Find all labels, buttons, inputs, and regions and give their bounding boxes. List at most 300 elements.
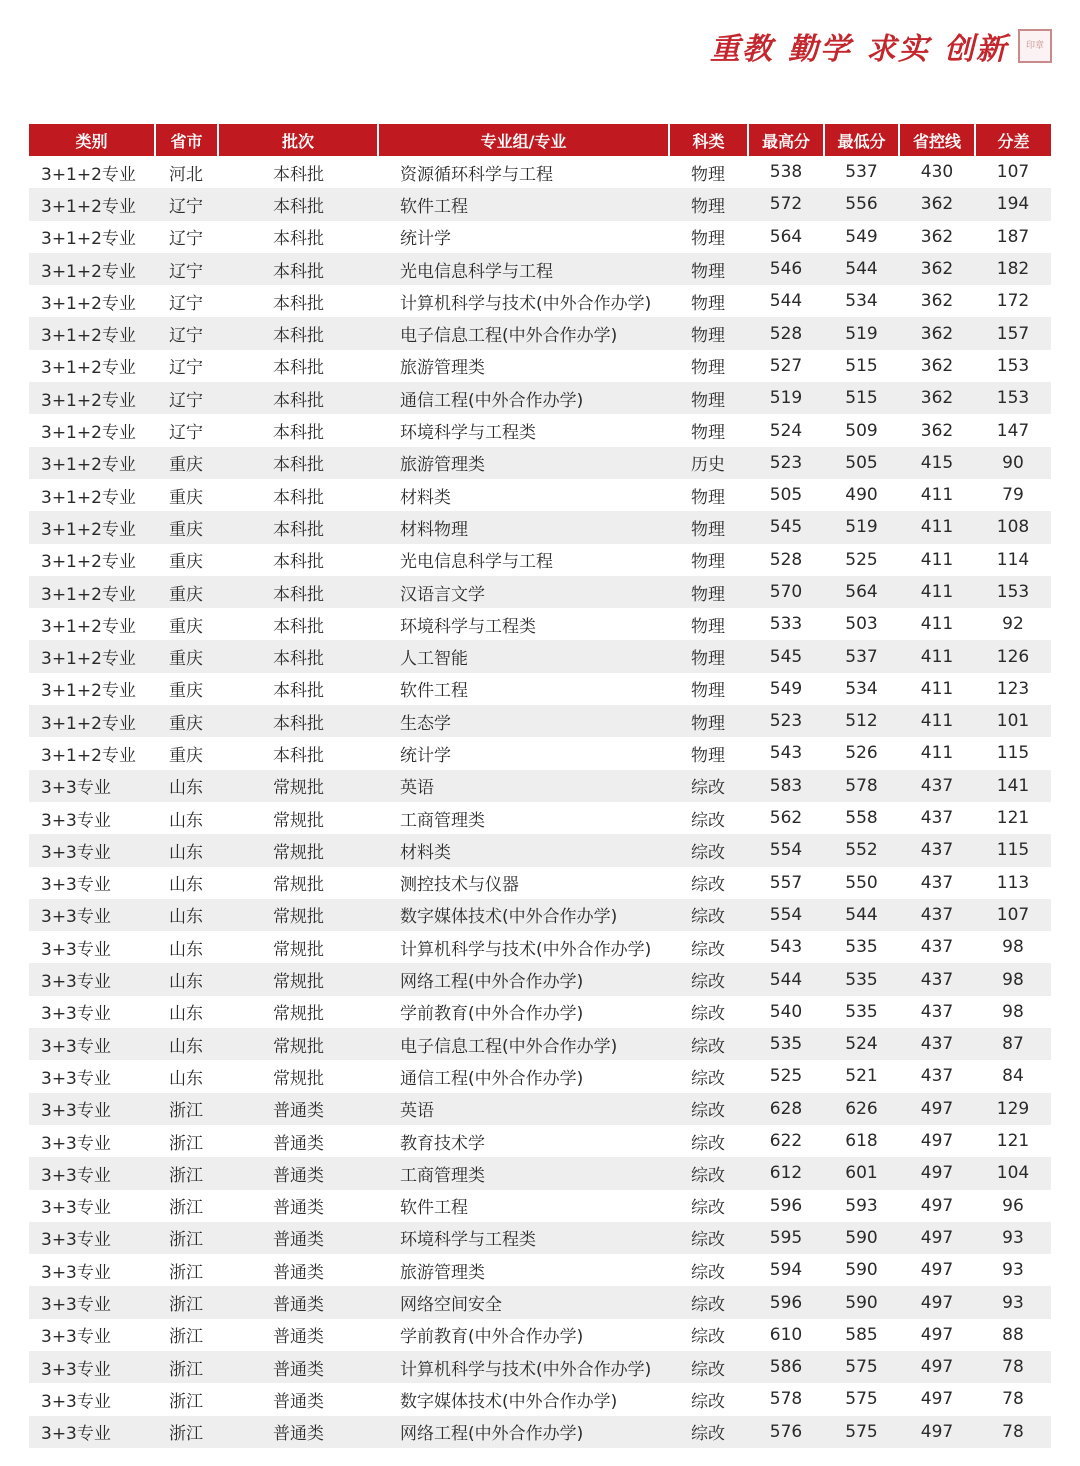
cell-province: 辽宁: [155, 382, 218, 414]
cell-batch: 本科批: [218, 382, 378, 414]
cell-min-score: 526: [824, 737, 899, 769]
admission-scores-table: [29, 124, 1051, 1448]
cell-max-score: 594: [748, 1254, 824, 1286]
cell-control-line: 362: [899, 414, 975, 446]
cell-major: 网络工程(中外合作办学): [378, 1416, 669, 1448]
cell-batch: 本科批: [218, 737, 378, 769]
cell-subject: 物理: [669, 511, 748, 543]
cell-control-line: 411: [899, 737, 975, 769]
cell-control-line: 497: [899, 1093, 975, 1125]
cell-control-line: 497: [899, 1351, 975, 1383]
cell-category: 3+3专业: [29, 802, 155, 834]
cell-score-diff: 121: [975, 1125, 1051, 1157]
cell-score-diff: 153: [975, 382, 1051, 414]
cell-score-diff: 90: [975, 447, 1051, 479]
cell-province: 浙江: [155, 1157, 218, 1189]
cell-score-diff: 104: [975, 1157, 1051, 1189]
cell-control-line: 497: [899, 1286, 975, 1318]
cell-max-score: 527: [748, 350, 824, 382]
cell-batch: 常规批: [218, 834, 378, 866]
cell-control-line: 411: [899, 511, 975, 543]
cell-category: 3+3专业: [29, 963, 155, 995]
motto-text: [710, 24, 1008, 68]
cell-province: 山东: [155, 1060, 218, 1092]
col-header-major: 专业组/专业: [378, 124, 669, 156]
cell-category: 3+1+2专业: [29, 285, 155, 317]
cell-score-diff: 98: [975, 996, 1051, 1028]
cell-subject: 综改: [669, 770, 748, 802]
cell-control-line: 437: [899, 931, 975, 963]
cell-category: 3+3专业: [29, 834, 155, 866]
cell-score-diff: 129: [975, 1093, 1051, 1125]
cell-category: 3+3专业: [29, 1028, 155, 1060]
cell-category: 3+3专业: [29, 770, 155, 802]
col-header-score-diff: 分差: [975, 124, 1051, 156]
cell-subject: 物理: [669, 737, 748, 769]
cell-category: 3+3专业: [29, 1060, 155, 1092]
cell-category: 3+1+2专业: [29, 705, 155, 737]
table-row: [29, 1028, 1051, 1060]
cell-province: 山东: [155, 931, 218, 963]
cell-category: 3+3专业: [29, 1190, 155, 1222]
cell-max-score: 538: [748, 156, 824, 188]
cell-category: 3+3专业: [29, 1286, 155, 1318]
cell-province: 山东: [155, 802, 218, 834]
cell-subject: 物理: [669, 414, 748, 446]
cell-subject: 综改: [669, 1254, 748, 1286]
col-header-control-line: 省控线: [899, 124, 975, 156]
cell-min-score: 618: [824, 1125, 899, 1157]
cell-max-score: 535: [748, 1028, 824, 1060]
cell-max-score: 545: [748, 640, 824, 672]
cell-province: 重庆: [155, 673, 218, 705]
table-row: [29, 1286, 1051, 1318]
cell-category: 3+1+2专业: [29, 479, 155, 511]
cell-batch: 普通类: [218, 1319, 378, 1351]
cell-score-diff: 87: [975, 1028, 1051, 1060]
cell-min-score: 521: [824, 1060, 899, 1092]
seal-stamp-icon: 印章: [1018, 29, 1052, 63]
cell-score-diff: 78: [975, 1383, 1051, 1415]
cell-max-score: 586: [748, 1351, 824, 1383]
cell-min-score: 590: [824, 1222, 899, 1254]
cell-score-diff: 107: [975, 899, 1051, 931]
cell-control-line: 411: [899, 640, 975, 672]
cell-province: 山东: [155, 996, 218, 1028]
cell-province: 浙江: [155, 1254, 218, 1286]
table-row: [29, 479, 1051, 511]
cell-subject: 综改: [669, 963, 748, 995]
table-header: [29, 124, 1051, 156]
cell-batch: 常规批: [218, 867, 378, 899]
cell-subject: 物理: [669, 576, 748, 608]
cell-max-score: 554: [748, 834, 824, 866]
cell-subject: 综改: [669, 1222, 748, 1254]
cell-control-line: 497: [899, 1254, 975, 1286]
cell-major: 材料物理: [378, 511, 669, 543]
cell-category: 3+1+2专业: [29, 640, 155, 672]
cell-max-score: 544: [748, 285, 824, 317]
cell-major: 环境科学与工程类: [378, 608, 669, 640]
table-row: [29, 1222, 1051, 1254]
cell-category: 3+1+2专业: [29, 382, 155, 414]
cell-category: 3+1+2专业: [29, 576, 155, 608]
cell-major: 材料类: [378, 479, 669, 511]
table-row: [29, 899, 1051, 931]
cell-province: 浙江: [155, 1286, 218, 1318]
table-row: [29, 382, 1051, 414]
cell-control-line: 497: [899, 1319, 975, 1351]
cell-province: 重庆: [155, 737, 218, 769]
cell-batch: 常规批: [218, 931, 378, 963]
cell-major: 统计学: [378, 737, 669, 769]
cell-min-score: 537: [824, 640, 899, 672]
cell-score-diff: 78: [975, 1416, 1051, 1448]
cell-subject: 综改: [669, 802, 748, 834]
cell-min-score: 590: [824, 1254, 899, 1286]
cell-batch: 本科批: [218, 414, 378, 446]
cell-major: 汉语言文学: [378, 576, 669, 608]
cell-subject: 物理: [669, 317, 748, 349]
cell-province: 浙江: [155, 1319, 218, 1351]
cell-score-diff: 98: [975, 963, 1051, 995]
cell-min-score: 558: [824, 802, 899, 834]
cell-subject: 物理: [669, 705, 748, 737]
cell-max-score: 519: [748, 382, 824, 414]
cell-max-score: 554: [748, 899, 824, 931]
cell-province: 河北: [155, 156, 218, 188]
cell-control-line: 411: [899, 608, 975, 640]
cell-batch: 普通类: [218, 1222, 378, 1254]
cell-major: 计算机科学与技术(中外合作办学): [378, 931, 669, 963]
motto-word: 求实: [866, 32, 930, 67]
table-row: [29, 1060, 1051, 1092]
table-row: [29, 1190, 1051, 1222]
table-row: [29, 447, 1051, 479]
cell-major: 教育技术学: [378, 1125, 669, 1157]
cell-batch: 本科批: [218, 640, 378, 672]
cell-major: 电子信息工程(中外合作办学): [378, 1028, 669, 1060]
table-row: [29, 1157, 1051, 1189]
cell-score-diff: 93: [975, 1286, 1051, 1318]
cell-major: 通信工程(中外合作办学): [378, 1060, 669, 1092]
cell-score-diff: 194: [975, 188, 1051, 220]
cell-batch: 普通类: [218, 1383, 378, 1415]
table-row: [29, 1319, 1051, 1351]
cell-score-diff: 115: [975, 737, 1051, 769]
cell-score-diff: 157: [975, 317, 1051, 349]
cell-max-score: 528: [748, 317, 824, 349]
cell-control-line: 437: [899, 1060, 975, 1092]
cell-province: 辽宁: [155, 253, 218, 285]
cell-batch: 常规批: [218, 1060, 378, 1092]
cell-category: 3+1+2专业: [29, 317, 155, 349]
cell-min-score: 534: [824, 285, 899, 317]
cell-batch: 常规批: [218, 770, 378, 802]
cell-control-line: 497: [899, 1222, 975, 1254]
cell-subject: 综改: [669, 1383, 748, 1415]
cell-min-score: 578: [824, 770, 899, 802]
col-header-batch: 批次: [218, 124, 378, 156]
cell-major: 人工智能: [378, 640, 669, 672]
cell-batch: 常规批: [218, 1028, 378, 1060]
cell-score-diff: 92: [975, 608, 1051, 640]
cell-province: 辽宁: [155, 317, 218, 349]
motto-banner: [710, 24, 1052, 68]
cell-batch: 本科批: [218, 479, 378, 511]
cell-category: 3+3专业: [29, 1157, 155, 1189]
cell-min-score: 575: [824, 1416, 899, 1448]
cell-province: 浙江: [155, 1351, 218, 1383]
cell-subject: 物理: [669, 156, 748, 188]
cell-score-diff: 121: [975, 802, 1051, 834]
cell-score-diff: 98: [975, 931, 1051, 963]
cell-province: 重庆: [155, 576, 218, 608]
cell-category: 3+1+2专业: [29, 414, 155, 446]
cell-category: 3+1+2专业: [29, 350, 155, 382]
cell-batch: 本科批: [218, 156, 378, 188]
cell-major: 光电信息科学与工程: [378, 544, 669, 576]
cell-batch: 本科批: [218, 188, 378, 220]
cell-control-line: 497: [899, 1157, 975, 1189]
header-row: [29, 124, 1051, 156]
cell-min-score: 509: [824, 414, 899, 446]
cell-max-score: 557: [748, 867, 824, 899]
cell-min-score: 534: [824, 673, 899, 705]
cell-batch: 普通类: [218, 1157, 378, 1189]
table-row: [29, 963, 1051, 995]
cell-subject: 综改: [669, 1319, 748, 1351]
cell-major: 数字媒体技术(中外合作办学): [378, 899, 669, 931]
cell-control-line: 437: [899, 770, 975, 802]
cell-batch: 普通类: [218, 1416, 378, 1448]
cell-min-score: 535: [824, 996, 899, 1028]
cell-score-diff: 141: [975, 770, 1051, 802]
table-row: [29, 673, 1051, 705]
cell-min-score: 626: [824, 1093, 899, 1125]
cell-subject: 物理: [669, 253, 748, 285]
cell-category: 3+1+2专业: [29, 608, 155, 640]
cell-max-score: 572: [748, 188, 824, 220]
cell-batch: 本科批: [218, 285, 378, 317]
table-row: [29, 414, 1051, 446]
cell-control-line: 362: [899, 317, 975, 349]
table-row: [29, 996, 1051, 1028]
cell-category: 3+1+2专业: [29, 447, 155, 479]
col-header-max-score: 最高分: [748, 124, 824, 156]
cell-province: 山东: [155, 834, 218, 866]
cell-category: 3+1+2专业: [29, 221, 155, 253]
cell-major: 旅游管理类: [378, 1254, 669, 1286]
cell-province: 辽宁: [155, 414, 218, 446]
cell-major: 工商管理类: [378, 1157, 669, 1189]
col-header-category: 类别: [29, 124, 155, 156]
cell-score-diff: 123: [975, 673, 1051, 705]
table-row: [29, 640, 1051, 672]
cell-batch: 本科批: [218, 576, 378, 608]
cell-control-line: 362: [899, 188, 975, 220]
cell-max-score: 528: [748, 544, 824, 576]
cell-max-score: 622: [748, 1125, 824, 1157]
cell-max-score: 610: [748, 1319, 824, 1351]
cell-major: 环境科学与工程类: [378, 414, 669, 446]
cell-batch: 本科批: [218, 544, 378, 576]
cell-min-score: 585: [824, 1319, 899, 1351]
cell-subject: 综改: [669, 1190, 748, 1222]
cell-major: 计算机科学与技术(中外合作办学): [378, 1351, 669, 1383]
cell-major: 光电信息科学与工程: [378, 253, 669, 285]
cell-province: 重庆: [155, 479, 218, 511]
cell-min-score: 535: [824, 931, 899, 963]
cell-control-line: 362: [899, 253, 975, 285]
cell-min-score: 515: [824, 382, 899, 414]
cell-subject: 综改: [669, 899, 748, 931]
cell-max-score: 540: [748, 996, 824, 1028]
cell-batch: 本科批: [218, 253, 378, 285]
cell-batch: 常规批: [218, 899, 378, 931]
cell-max-score: 505: [748, 479, 824, 511]
cell-category: 3+1+2专业: [29, 511, 155, 543]
cell-max-score: 570: [748, 576, 824, 608]
cell-major: 学前教育(中外合作办学): [378, 1319, 669, 1351]
cell-batch: 本科批: [218, 608, 378, 640]
cell-major: 计算机科学与技术(中外合作办学): [378, 285, 669, 317]
cell-subject: 综改: [669, 1416, 748, 1448]
cell-subject: 综改: [669, 834, 748, 866]
cell-score-diff: 153: [975, 576, 1051, 608]
cell-score-diff: 147: [975, 414, 1051, 446]
table-row: [29, 834, 1051, 866]
cell-subject: 综改: [669, 1286, 748, 1318]
cell-major: 资源循环科学与工程: [378, 156, 669, 188]
cell-category: 3+3专业: [29, 996, 155, 1028]
cell-score-diff: 107: [975, 156, 1051, 188]
cell-control-line: 437: [899, 1028, 975, 1060]
cell-control-line: 437: [899, 867, 975, 899]
cell-category: 3+3专业: [29, 931, 155, 963]
cell-max-score: 543: [748, 931, 824, 963]
cell-batch: 本科批: [218, 221, 378, 253]
cell-max-score: 578: [748, 1383, 824, 1415]
cell-major: 软件工程: [378, 1190, 669, 1222]
cell-province: 浙江: [155, 1383, 218, 1415]
cell-min-score: 544: [824, 253, 899, 285]
cell-category: 3+1+2专业: [29, 156, 155, 188]
cell-major: 生态学: [378, 705, 669, 737]
cell-batch: 常规批: [218, 963, 378, 995]
cell-province: 浙江: [155, 1125, 218, 1157]
cell-min-score: 590: [824, 1286, 899, 1318]
cell-category: 3+3专业: [29, 1222, 155, 1254]
motto-word: 重教: [710, 32, 774, 67]
cell-subject: 物理: [669, 673, 748, 705]
cell-province: 浙江: [155, 1416, 218, 1448]
cell-max-score: 596: [748, 1190, 824, 1222]
cell-province: 重庆: [155, 705, 218, 737]
table-row: [29, 188, 1051, 220]
table-row: [29, 770, 1051, 802]
cell-control-line: 437: [899, 996, 975, 1028]
cell-subject: 综改: [669, 1157, 748, 1189]
cell-category: 3+1+2专业: [29, 673, 155, 705]
cell-batch: 本科批: [218, 705, 378, 737]
table-row: [29, 350, 1051, 382]
cell-subject: 综改: [669, 931, 748, 963]
cell-major: 工商管理类: [378, 802, 669, 834]
table-row: [29, 156, 1051, 188]
cell-batch: 普通类: [218, 1286, 378, 1318]
cell-province: 重庆: [155, 511, 218, 543]
cell-subject: 物理: [669, 285, 748, 317]
cell-control-line: 362: [899, 382, 975, 414]
cell-score-diff: 93: [975, 1222, 1051, 1254]
cell-score-diff: 113: [975, 867, 1051, 899]
cell-major: 网络工程(中外合作办学): [378, 963, 669, 995]
cell-major: 旅游管理类: [378, 350, 669, 382]
cell-province: 山东: [155, 867, 218, 899]
cell-province: 重庆: [155, 608, 218, 640]
cell-min-score: 535: [824, 963, 899, 995]
cell-control-line: 411: [899, 479, 975, 511]
cell-subject: 综改: [669, 867, 748, 899]
cell-batch: 常规批: [218, 802, 378, 834]
cell-control-line: 437: [899, 802, 975, 834]
table-row: [29, 1093, 1051, 1125]
cell-score-diff: 114: [975, 544, 1051, 576]
cell-subject: 物理: [669, 608, 748, 640]
cell-category: 3+3专业: [29, 867, 155, 899]
cell-control-line: 411: [899, 544, 975, 576]
cell-max-score: 533: [748, 608, 824, 640]
cell-province: 山东: [155, 899, 218, 931]
cell-min-score: 564: [824, 576, 899, 608]
cell-province: 浙江: [155, 1190, 218, 1222]
cell-province: 辽宁: [155, 188, 218, 220]
cell-max-score: 583: [748, 770, 824, 802]
cell-province: 重庆: [155, 447, 218, 479]
cell-major: 材料类: [378, 834, 669, 866]
cell-max-score: 546: [748, 253, 824, 285]
cell-score-diff: 182: [975, 253, 1051, 285]
cell-control-line: 411: [899, 673, 975, 705]
cell-batch: 普通类: [218, 1093, 378, 1125]
cell-category: 3+3专业: [29, 1416, 155, 1448]
cell-category: 3+3专业: [29, 1319, 155, 1351]
table-row: [29, 544, 1051, 576]
cell-major: 通信工程(中外合作办学): [378, 382, 669, 414]
cell-control-line: 362: [899, 285, 975, 317]
col-header-subject: 科类: [669, 124, 748, 156]
cell-min-score: 593: [824, 1190, 899, 1222]
col-header-province: 省市: [155, 124, 218, 156]
cell-max-score: 628: [748, 1093, 824, 1125]
cell-control-line: 430: [899, 156, 975, 188]
cell-subject: 物理: [669, 640, 748, 672]
cell-subject: 综改: [669, 1351, 748, 1383]
cell-batch: 本科批: [218, 511, 378, 543]
table-row: [29, 253, 1051, 285]
cell-score-diff: 126: [975, 640, 1051, 672]
cell-subject: 综改: [669, 1060, 748, 1092]
cell-min-score: 601: [824, 1157, 899, 1189]
cell-control-line: 437: [899, 834, 975, 866]
table-row: [29, 317, 1051, 349]
col-header-min-score: 最低分: [824, 124, 899, 156]
cell-score-diff: 78: [975, 1351, 1051, 1383]
table-row: [29, 285, 1051, 317]
cell-batch: 常规批: [218, 996, 378, 1028]
cell-min-score: 525: [824, 544, 899, 576]
